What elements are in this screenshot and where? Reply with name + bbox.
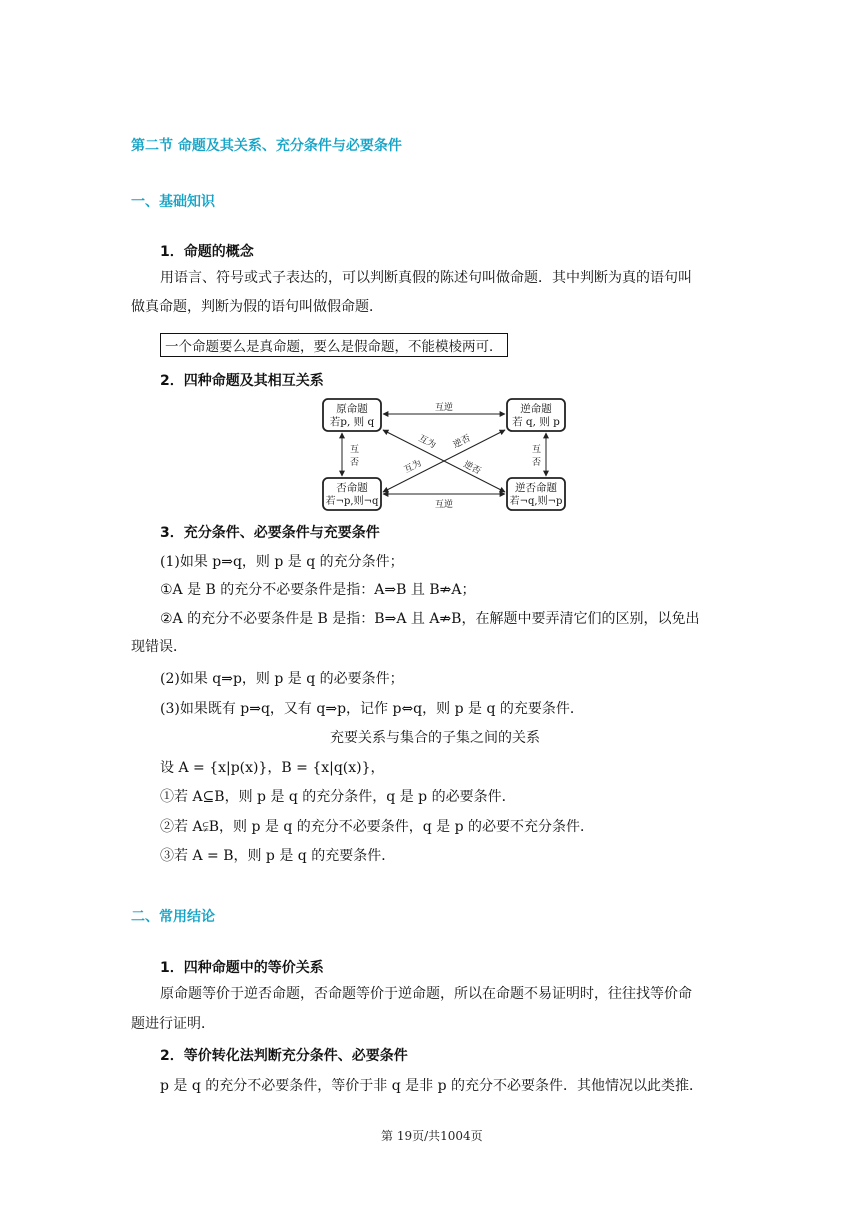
part2-item1-title: 1．四种命题中的等价关系: [160, 960, 324, 976]
four-propositions-diagram: [320, 396, 570, 514]
box-bl-line2: 若¬p,则¬q: [325, 496, 379, 507]
part1-heading: 一、基础知识: [131, 194, 215, 210]
box-bl-line1: 否命题: [336, 482, 368, 494]
subset-line2: ①若 A⊆B，则 p 是 q 的充分条件，q 是 p 的必要条件．: [160, 789, 516, 805]
subset-line4: ③若 A = B，则 p 是 q 的充要条件．: [160, 848, 396, 864]
part2-item1-line2: 题进行证明．: [131, 1016, 215, 1032]
left-label-1: 互: [350, 445, 360, 455]
item3-line6: (3)如果既有 p⇒q，又有 q⇒p，记作 p⇔q，则 p 是 q 的充要条件．: [160, 701, 584, 717]
box-tr-line2: 若 q, 则 p: [512, 416, 560, 428]
part2-heading: 二、常用结论: [131, 909, 215, 925]
box-tl-line2: 若p, 则 q: [329, 416, 375, 428]
boxed-note: 一个命题要么是真命题，要么是假命题，不能模棱两可．: [160, 333, 508, 357]
part2-item1-line1: 原命题等价于逆否命题，否命题等价于逆命题，所以在命题不易证明时，往往找等价命: [160, 986, 692, 1002]
subset-title: 充要关系与集合的子集之间的关系: [330, 730, 540, 746]
part2-item2-line1: p 是 q 的充分不必要条件，等价于非 q 是非 p 的充分不必要条件．其他情况以此类推．: [160, 1078, 703, 1094]
item3-line5: (2)如果 q⇒p，则 p 是 q 的必要条件；: [160, 671, 404, 687]
diag-label-a1: 互为: [416, 433, 438, 451]
item1-para-line1: 用语言、符号或式子表达的，可以判断真假的陈述句叫做命题．其中判断为真的语句叫: [160, 270, 692, 286]
box-br-line2: 若¬q,则¬p: [509, 496, 563, 507]
bottom-label: 互逆: [434, 500, 454, 510]
diag-label-a2: 逆否: [461, 459, 483, 477]
box-br-line1: 逆否命题: [515, 482, 557, 494]
item3-line2: ①A 是 B 的充分不必要条件是指：A⇒B 且 B⇏A；: [160, 582, 476, 598]
left-label-2: 否: [350, 458, 360, 468]
item1-para-line2: 做真命题，判断为假的语句叫做假命题．: [131, 299, 383, 315]
top-label: 互逆: [434, 403, 454, 413]
item1-title: 1．命题的概念: [160, 244, 254, 260]
subset-line3: ②若 A⫋B，则 p 是 q 的充分不必要条件，q 是 p 的必要不充分条件．: [160, 819, 595, 835]
right-label-1: 互: [532, 445, 542, 455]
item3-line4: 现错误．: [131, 639, 187, 655]
diag-label-b1: 互为: [402, 458, 424, 476]
box-tr-line1: 逆命题: [520, 403, 552, 415]
item2-title: 2．四种命题及其相互关系: [160, 373, 324, 389]
right-label-2: 否: [532, 458, 542, 468]
item3-line1: (1)如果 p⇒q，则 p 是 q 的充分条件；: [160, 554, 404, 570]
part2-item2-title: 2．等价转化法判断充分条件、必要条件: [160, 1048, 408, 1064]
item3-title: 3．充分条件、必要条件与充要条件: [160, 525, 380, 541]
subset-line1: 设 A = {x|p(x)}，B = {x|q(x)}，: [160, 760, 385, 776]
page-footer: 第 19页/共1004页: [381, 1129, 483, 1143]
diag-label-b2: 逆否: [451, 433, 473, 451]
section-title: 第二节 命题及其关系、充分条件与必要条件: [131, 138, 402, 154]
item3-line3: ②A 的充分不必要条件是 B 是指：B⇒A 且 A⇏B，在解题中要弄清它们的区别，以免出: [160, 611, 700, 627]
box-tl-line1: 原命题: [336, 403, 368, 415]
